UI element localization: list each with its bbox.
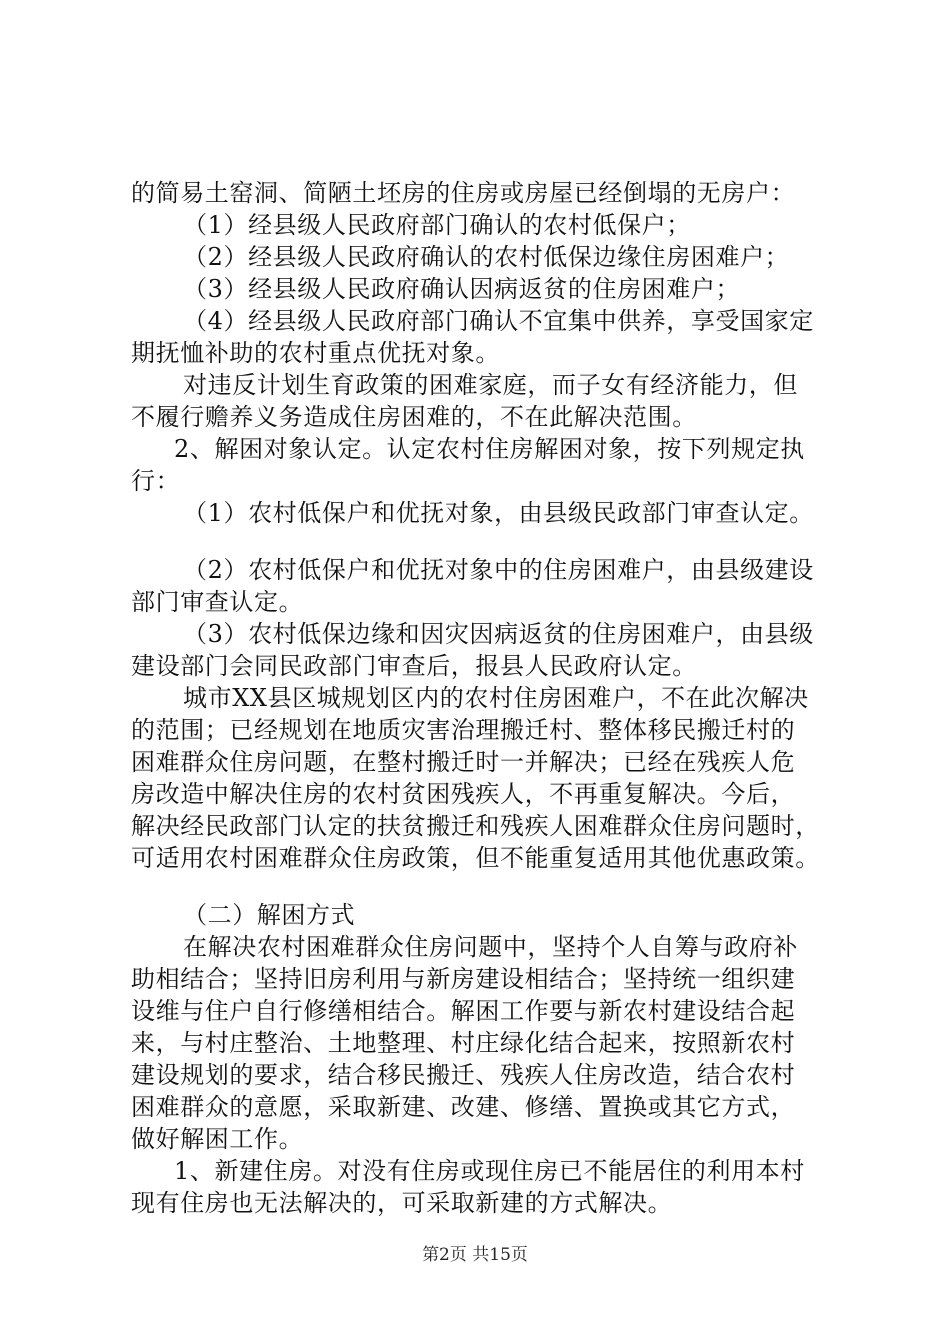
text-line: 房改造中解决住房的农村贫困残疾人，不再重复解决。今后， [131,780,796,808]
text-line: 来，与村庄整治、土地整理、村庄绿化结合起来，按照新农村 [131,1029,796,1057]
text-line: 建设部门会同民政部门审查后，报县人民政府认定。 [131,652,697,680]
text-line: （3）经县级人民政府确认因病返贫的住房困难户； [183,275,741,303]
text-line: 在解决农村困难群众住房问题中，坚持个人自筹与政府补 [183,933,798,961]
text-line: （1）经县级人民政府部门确认的农村低保户； [183,211,691,239]
text-line: （2）农村低保户和优抚对象中的住房困难户，由县级建设 [183,556,814,584]
text-line: 2、解困对象认定。认定农村住房解困对象，按下列规定执 [174,435,805,463]
text-line: 不履行赡养义务造成住房困难的，不在此解决范围。 [131,403,697,431]
text-line: 的范围；已经规划在地质灾害治理搬迁村、整体移民搬迁村的 [131,716,796,744]
text-line: （1）农村低保户和优抚对象，由县级民政部门审查认定。 [183,499,814,527]
text-line: 期抚恤补助的农村重点优抚对象。 [131,339,500,367]
text-line: 1、新建住房。对没有住房或现住房已不能居住的利用本村 [174,1157,805,1185]
text-line: 现有住房也无法解决的，可采取新建的方式解决。 [131,1189,673,1217]
text-line: 对违反计划生育政策的困难家庭，而子女有经济能力，但 [183,371,798,399]
text-line: 困难群众的意愿，采取新建、改建、修缮、置换或其它方式， [131,1093,796,1121]
section-heading: （二）解困方式 [183,901,356,929]
text-line: （4）经县级人民政府部门确认不宜集中供养，享受国家定 [183,307,814,335]
text-line: 困难群众住房问题，在整村搬迁时一并解决；已经在残疾人危 [131,748,796,776]
text-line: 做好解困工作。 [131,1125,304,1153]
text-line: 建设规划的要求，结合移民搬迁、残疾人住房改造，结合农村 [131,1061,796,1089]
text-line: 行： [131,467,181,495]
text-line: 城市XX县区城规划区内的农村住房困难户，不在此次解决 [183,684,809,712]
text-line: 的简易土窑洞、简陋土坯房的住房或房屋已经倒塌的无房户： [131,179,796,207]
text-line: 解决经民政部门认定的扶贫搬迁和残疾人困难群众住房问题时， [131,812,820,840]
text-line: 部门审查认定。 [131,588,304,616]
text-line: （2）经县级人民政府确认的农村低保边缘住房困难户； [183,243,790,271]
text-line: 设维与住户自行修缮相结合。解困工作要与新农村建设结合起 [131,997,796,1025]
text-line: 助相结合；坚持旧房利用与新房建设相结合；坚持统一组织建 [131,965,796,993]
text-line: 可适用农村困难群众住房政策，但不能重复适用其他优惠政策。 [131,844,820,872]
text-line: （3）农村低保边缘和因灾因病返贫的住房困难户，由县级 [183,620,814,648]
page-footer: 第2页 共15页 [422,1245,528,1265]
